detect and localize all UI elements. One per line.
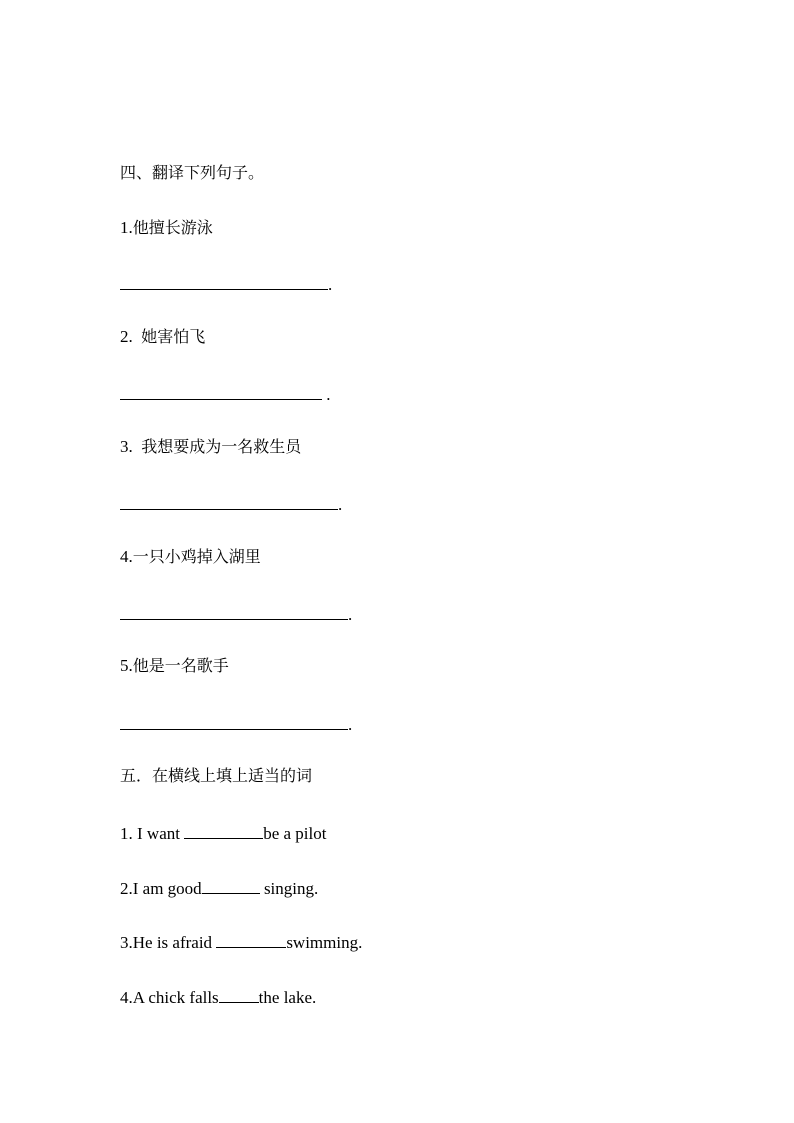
answer-blank[interactable]	[120, 492, 338, 510]
fill-text-after: the lake.	[258, 988, 317, 1007]
fill-text-before: 1. I want	[120, 824, 185, 843]
item-number: 2.	[120, 327, 133, 346]
fill-item-1	[120, 821, 326, 845]
fill-text-after: singing.	[259, 879, 319, 898]
fill-blank[interactable]	[219, 985, 259, 1003]
fill-text-before: 3.He is afraid	[120, 933, 217, 952]
answer-blank[interactable]	[120, 712, 348, 730]
fill-text-after: swimming.	[286, 933, 363, 952]
item-number: 1.	[120, 218, 133, 237]
item-prompt: 她害怕飞	[141, 327, 206, 346]
answer-blank[interactable]	[120, 602, 348, 620]
answer-end-mark: .	[348, 715, 353, 734]
translate-item-3	[120, 436, 301, 458]
fill-blank[interactable]	[202, 876, 260, 894]
item-prompt: 他是一名歌手	[132, 656, 229, 675]
answer-blank[interactable]	[120, 382, 322, 400]
fill-blank[interactable]	[216, 930, 286, 948]
item-prompt: 一只小鸡掉入湖里	[132, 547, 261, 566]
item-number: 3.	[120, 437, 133, 456]
fill-blank[interactable]	[184, 821, 263, 839]
answer-line-5	[120, 712, 352, 736]
fill-text-after: be a pilot	[263, 824, 327, 843]
translate-item-1	[120, 217, 213, 239]
answer-end-mark: .	[348, 605, 353, 624]
answer-end-mark: .	[338, 495, 343, 514]
translate-item-4	[120, 546, 261, 568]
fill-text-before: 2.I am good	[120, 879, 202, 898]
fill-text-before: 4.A chick falls	[120, 988, 219, 1007]
translate-item-5	[120, 655, 229, 677]
item-number: 5.	[120, 656, 133, 675]
section-4-heading: 四、翻译下列句子。	[120, 163, 265, 182]
translate-item-2	[120, 326, 205, 348]
answer-end-mark: .	[326, 385, 331, 404]
answer-line-3	[120, 492, 342, 516]
fill-item-3	[120, 930, 362, 954]
answer-blank[interactable]	[120, 272, 328, 290]
item-prompt: 我想要成为一名救生员	[141, 437, 302, 456]
item-number: 4.	[120, 547, 133, 566]
section-5-heading: 五．在横线上填上适当的词	[120, 766, 313, 785]
fill-item-2	[120, 876, 318, 900]
answer-line-1	[120, 272, 332, 296]
item-prompt: 他擅长游泳	[132, 218, 213, 237]
fill-item-4	[120, 985, 316, 1009]
answer-end-mark: .	[328, 275, 333, 294]
answer-line-4	[120, 602, 352, 626]
answer-line-2	[120, 382, 331, 406]
